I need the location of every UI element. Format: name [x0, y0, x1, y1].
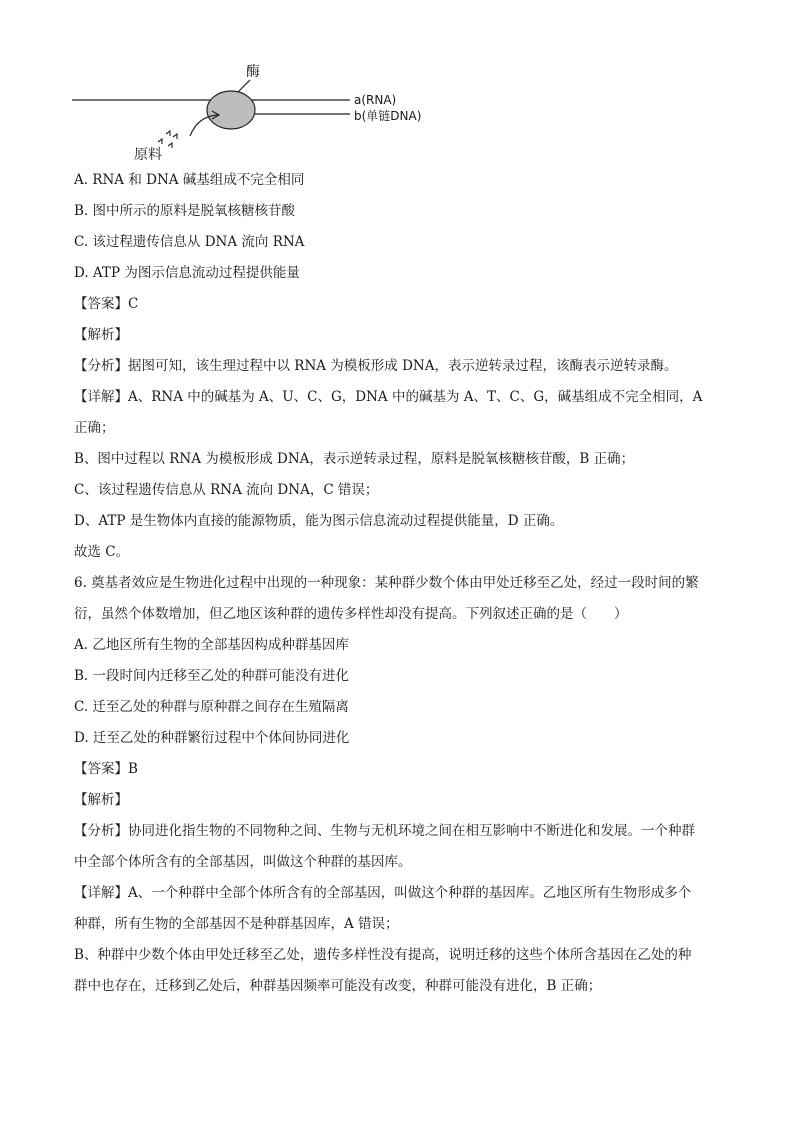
- q6-detail-a-line2: 种群，所有生物的全部基因不是种群基因库，A 错误；: [74, 916, 399, 932]
- q6-analysis-heading: 【解析】: [74, 792, 128, 808]
- q5-answer: 【答案】C: [74, 296, 139, 312]
- q6-stem-line2: 衍，虽然个体数增加，但乙地区该种群的遗传多样性却没有提高。下列叙述正确的是（ ）: [74, 606, 628, 622]
- q5-detail-b: B、图中过程以 RNA 为模板形成 DNA，表示逆转录过程，原料是脱氧核糖核苷酸，B 正确；: [74, 451, 635, 467]
- q6-answer: 【答案】B: [74, 761, 138, 777]
- reverse-transcription-diagram: [60, 58, 480, 166]
- enzyme-pointer: [238, 80, 250, 92]
- q5-option-b: B. 图中所示的原料是脱氧核糖核苷酸: [74, 203, 296, 219]
- q5-analysis: 【分析】据图可知，该生理过程中以 RNA 为模板形成 DNA，表示逆转录过程，该酶表示逆转录酶。: [74, 358, 678, 374]
- document-body: [74, 170, 734, 1007]
- q5-option-c: C. 该过程遗传信息从 DNA 流向 RNA: [74, 234, 305, 250]
- q5-detail-a-line1: 【详解】A、RNA 中的碱基为 A、U、C、G，DNA 中的碱基为 A、T、C、G，碱基组成不完全相同，A: [74, 389, 703, 405]
- q6-stem: [74, 573, 734, 624]
- q6-analysis-line1: 【分析】协同进化指生物的不同物种之间、生物与无机环境之间在相互影响中不断进化和发展。一个种群: [74, 823, 695, 839]
- q6-option-b: B. 一段时间内迁移至乙处的种群可能没有进化: [74, 668, 350, 684]
- q5-detail-c: C、该过程遗传信息从 RNA 流向 DNA，C 错误；: [74, 482, 379, 498]
- q5-detail-d: D、ATP 是生物体内直接的能源物质，能为图示信息流动过程提供能量，D 正确。: [74, 513, 564, 529]
- raw-material-label: 原料: [134, 147, 162, 163]
- q6-option-c: C. 迁至乙处的种群与原种群之间存在生殖隔离: [74, 699, 349, 715]
- strand-b-label: b(单链DNA): [354, 109, 422, 123]
- q5-option-d: D. ATP 为图示信息流动过程提供能量: [74, 265, 300, 281]
- q5-conclusion: 故选 C。: [74, 544, 130, 560]
- q6-analysis: [74, 821, 734, 872]
- q6-detail-b-line2: 群中也存在，迁移到乙处后，种群基因频率可能没有改变，种群可能没有进化，B 正确；: [74, 978, 602, 994]
- q5-detail-a: [74, 387, 734, 438]
- strand-a-label: a(RNA): [354, 93, 397, 107]
- q6-detail-a-line1: 【详解】A、一个种群中全部个体所含有的全部基因，叫做这个种群的基因库。乙地区所有生物形成多个: [74, 885, 692, 901]
- q5-detail-a-line2: 正确；: [74, 420, 115, 436]
- q6-detail-a: [74, 883, 734, 934]
- q5-option-a: A. RNA 和 DNA 碱基组成不完全相同: [74, 172, 305, 188]
- q6-detail-b-line1: B、种群中少数个体由甲处迁移至乙处，遗传多样性没有提高，说明迁移的这些个体所含基因在乙处的种: [74, 947, 692, 963]
- nucleotide-icons: [158, 131, 177, 148]
- q6-detail-b: [74, 945, 734, 996]
- enzyme-shape: [207, 91, 255, 129]
- q6-option-a: A. 乙地区所有生物的全部基因构成种群基因库: [74, 637, 349, 653]
- enzyme-label: 酶: [246, 64, 260, 80]
- q6-analysis-line2: 中全部个体所含有的全部基因，叫做这个种群的基因库。: [74, 854, 412, 870]
- q6-option-d: D. 迁至乙处的种群繁衍过程中个体间协同进化: [74, 730, 350, 746]
- q6-stem-line1: 6. 奠基者效应是生物进化过程中出现的一种现象：某种群少数个体由甲处迁移至乙处，经过一段时间的繁: [74, 575, 699, 591]
- q5-analysis-heading: 【解析】: [74, 327, 128, 343]
